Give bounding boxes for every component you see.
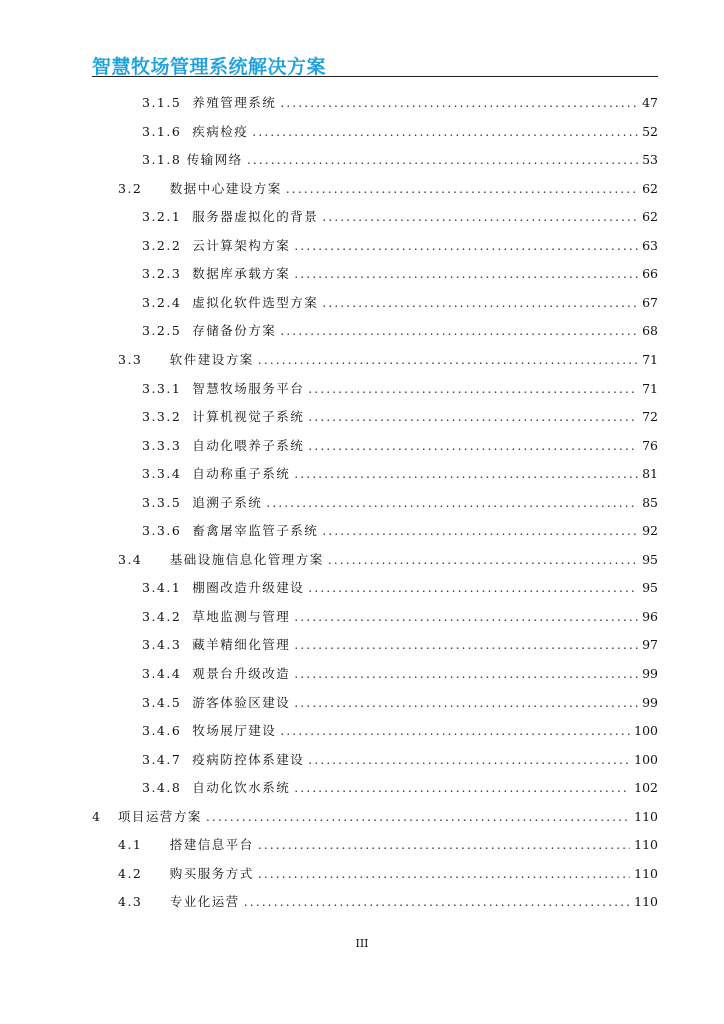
- toc-entry-number: 3.3.6: [142, 523, 182, 539]
- toc-entry-page: 68: [642, 323, 658, 339]
- toc-entry[interactable]: [142, 721, 658, 741]
- toc-entry-spacer: [142, 866, 169, 881]
- toc-entry[interactable]: [142, 93, 658, 113]
- toc-entry[interactable]: [118, 550, 658, 570]
- toc-dot-leader: [266, 495, 638, 510]
- toc-entry-page: 95: [642, 580, 658, 596]
- toc-entry-spacer: [181, 381, 192, 396]
- toc-dot-leader: [280, 723, 630, 738]
- toc-entry-title: 存储备份方案: [192, 323, 277, 339]
- toc-entry-page: 97: [642, 637, 658, 653]
- toc-entry-page: 85: [642, 494, 658, 510]
- toc-entry-title: 软件建设方案: [169, 351, 254, 367]
- toc-entry[interactable]: [142, 664, 658, 684]
- toc-entry-spacer: [181, 238, 192, 253]
- toc-entry-spacer: [181, 295, 192, 310]
- toc-entry-page: 92: [642, 523, 658, 539]
- toc-dot-leader: [206, 809, 630, 824]
- toc-entry-number: 3.3.1: [142, 380, 182, 396]
- footer-page-number: III: [355, 937, 369, 950]
- toc-entry-spacer: [181, 495, 192, 510]
- toc-entry-spacer: [142, 894, 169, 909]
- toc-entry[interactable]: [142, 578, 658, 598]
- toc-dot-leader: [294, 266, 638, 281]
- toc-entry-spacer: [142, 552, 169, 567]
- toc-entry-page: 110: [634, 865, 658, 881]
- toc-entry-title: 自动称重子系统: [192, 466, 291, 482]
- toc-entry-title: 观景台升级改造: [192, 666, 291, 681]
- toc-entry-page: 110: [634, 837, 658, 853]
- toc-dot-leader: [328, 552, 638, 567]
- toc-entry-title: 自动化饮水系统: [192, 780, 291, 796]
- toc-entry-title: 棚圈改造升级建设: [192, 580, 305, 596]
- toc-entry[interactable]: [142, 407, 658, 427]
- toc-entry-page: 72: [642, 409, 658, 425]
- toc-entry[interactable]: [118, 835, 658, 855]
- toc-entry-number: 3.1.5: [142, 95, 182, 110]
- toc-entry-spacer: [181, 124, 192, 139]
- toc-entry-spacer: [181, 752, 192, 767]
- toc-entry-spacer: [181, 780, 192, 795]
- toc-entry-number: 4.3: [118, 894, 143, 910]
- toc-entry-page: 47: [642, 95, 658, 110]
- toc-entry-number: 3.2.3: [142, 266, 182, 282]
- toc-entry-title: 数据库承载方案: [192, 266, 291, 282]
- toc-entry[interactable]: [142, 464, 658, 484]
- toc-entry-spacer: [181, 266, 192, 281]
- toc-entry-spacer: [181, 637, 192, 652]
- toc-entry-number: 3.2: [118, 180, 143, 196]
- toc-entry-number: 4.1: [118, 837, 143, 853]
- toc-entry-number: 3.4.4: [142, 666, 182, 681]
- toc-entry-title: 藏羊精细化管理: [192, 637, 291, 653]
- toc-entry-number: 3.4.3: [142, 637, 182, 653]
- toc-entry[interactable]: [118, 892, 658, 912]
- toc-entry-title: 自动化喂养子系统: [192, 437, 305, 453]
- toc-entry[interactable]: [142, 207, 658, 227]
- toc-entry-number: 3.4.6: [142, 723, 182, 739]
- toc-entry-number: 3.4.8: [142, 780, 182, 796]
- document-header-title: 智慧牧场管理系统解决方案: [92, 56, 327, 78]
- toc-entry-title: 虚拟化软件选型方案: [192, 294, 319, 310]
- toc-entry-page: 99: [642, 694, 658, 710]
- toc-entry[interactable]: [118, 179, 658, 199]
- toc-entry-spacer: [142, 837, 169, 852]
- toc-entry[interactable]: [142, 607, 658, 627]
- toc-entry-page: 96: [642, 608, 658, 624]
- toc-entry[interactable]: [118, 864, 658, 884]
- toc-dot-leader: [308, 580, 638, 595]
- toc-entry-spacer: [181, 438, 192, 453]
- toc-entry-page: 63: [642, 237, 658, 253]
- toc-entry-title: 云计算架构方案: [192, 237, 291, 253]
- toc-entry-page: 62: [642, 209, 658, 225]
- toc-entry-page: 81: [642, 466, 658, 482]
- toc-dot-leader: [308, 381, 638, 396]
- toc-entry-page: 67: [642, 294, 658, 310]
- toc-dot-leader: [286, 181, 638, 196]
- toc-entry-number: 3.3.4: [142, 466, 182, 482]
- toc-entry[interactable]: [142, 635, 658, 655]
- toc-dot-leader: [308, 438, 638, 453]
- toc-entry-page: 52: [642, 123, 658, 139]
- toc-entry-page: 102: [634, 780, 658, 796]
- toc-entry[interactable]: [142, 122, 658, 142]
- toc-entry-spacer: [181, 609, 192, 624]
- toc-entry-title: 游客体验区建设: [192, 694, 291, 710]
- toc-entry[interactable]: [142, 379, 658, 399]
- toc-entry-page: 100: [634, 723, 658, 739]
- toc-entry-page: 95: [642, 551, 658, 567]
- toc-dot-leader: [294, 466, 638, 481]
- toc-entry-number: 4: [92, 808, 102, 824]
- toc-entry-title: 疾病检疫: [192, 123, 249, 139]
- toc-entry[interactable]: [142, 778, 658, 798]
- toc-entry[interactable]: [142, 150, 658, 170]
- toc-entry-title: 牧场展厅建设: [192, 723, 277, 739]
- toc-dot-leader: [258, 866, 630, 881]
- toc-entry-title: 追溯子系统: [192, 494, 263, 510]
- toc-entry-spacer: [181, 723, 192, 738]
- toc-entry-page: 100: [634, 751, 658, 767]
- toc-dot-leader: [322, 523, 638, 538]
- toc-entry-spacer: [101, 809, 117, 824]
- toc-dot-leader: [258, 837, 630, 852]
- toc-entry-page: 62: [642, 180, 658, 196]
- toc-entry-number: 3.4.2: [142, 608, 182, 624]
- toc-entry-title: 养殖管理系统: [192, 95, 277, 110]
- toc-dot-leader: [294, 637, 638, 652]
- toc-entry-number: 3.3.3: [142, 437, 182, 453]
- toc-entry-spacer: [181, 666, 192, 681]
- toc-entry-spacer: [181, 523, 192, 538]
- toc-entry-page: 71: [642, 351, 658, 367]
- toc-entry-number: 3.1.6: [142, 123, 182, 139]
- toc-entry-number: 3.3: [118, 351, 143, 367]
- toc-entry-page: 110: [634, 894, 658, 910]
- toc-entry-page: 99: [642, 666, 658, 681]
- toc-entry-title: 专业化运营: [169, 894, 240, 910]
- toc-entry-title: 传输网络: [186, 152, 243, 168]
- toc-dot-leader: [280, 323, 638, 338]
- toc-entry-page: 66: [642, 266, 658, 282]
- toc-dot-leader: [308, 752, 630, 767]
- toc-entry[interactable]: [142, 493, 658, 513]
- toc-entry-spacer: [181, 95, 192, 110]
- toc-entry-spacer: [181, 209, 192, 224]
- toc-entry-number: 3.4.7: [142, 751, 182, 767]
- toc-entry-number: 3.2.2: [142, 237, 182, 253]
- toc-entry[interactable]: [142, 321, 658, 341]
- toc-dot-leader: [294, 780, 630, 795]
- toc-entry[interactable]: [142, 236, 658, 256]
- toc-entry[interactable]: [142, 293, 658, 313]
- toc-entry-spacer: [142, 352, 169, 367]
- toc-dot-leader: [244, 894, 630, 909]
- toc-entry-title: 数据中心建设方案: [169, 180, 282, 196]
- toc-entry-title: 计算机视觉子系统: [192, 409, 305, 425]
- toc-entry-title: 基础设施信息化管理方案: [169, 551, 324, 567]
- toc-entry[interactable]: [92, 807, 658, 827]
- toc-dot-leader: [322, 295, 638, 310]
- toc-entry-spacer: [181, 323, 192, 338]
- toc-entry-title: 购买服务方式: [169, 865, 254, 881]
- toc-entry[interactable]: [142, 436, 658, 456]
- toc-entry-title: 草地监测与管理: [192, 608, 291, 624]
- toc-entry-title: 搭建信息平台: [169, 837, 254, 853]
- toc-entry-number: 3.3.5: [142, 494, 182, 510]
- toc-entry[interactable]: [118, 350, 658, 370]
- toc-dot-leader: [252, 124, 638, 139]
- toc-entry-number: 3.2.4: [142, 294, 182, 310]
- toc-entry-title: 服务器虚拟化的背景: [192, 209, 319, 225]
- toc-dot-leader: [294, 695, 638, 710]
- toc-dot-leader: [258, 352, 638, 367]
- toc-entry-spacer: [181, 409, 192, 424]
- toc-entry-page: 53: [642, 152, 658, 168]
- toc-entry-spacer: [142, 181, 169, 196]
- toc-entry[interactable]: [142, 521, 658, 541]
- toc-entry[interactable]: [142, 264, 658, 284]
- toc-dot-leader: [294, 609, 638, 624]
- toc-dot-leader: [294, 238, 638, 253]
- toc-entry-page: 110: [634, 808, 658, 824]
- toc-dot-leader: [308, 409, 638, 424]
- toc-entry-number: 3.4: [118, 551, 143, 567]
- toc-dot-leader: [280, 95, 638, 110]
- toc-entry-title: 畜禽屠宰监管子系统: [192, 523, 319, 539]
- toc-entry-number: 3.2.5: [142, 323, 182, 339]
- toc-entry[interactable]: [142, 750, 658, 770]
- toc-entry-number: 3.4.1: [142, 580, 182, 596]
- toc-entry-title: 疫病防控体系建设: [192, 751, 305, 767]
- toc-dot-leader: [247, 152, 638, 167]
- toc-entry-spacer: [181, 695, 192, 710]
- toc-entry-number: 3.4.5: [142, 694, 182, 710]
- toc-entry[interactable]: [142, 693, 658, 713]
- toc-dot-leader: [294, 666, 638, 681]
- toc-entry-number: 4.2: [118, 865, 143, 881]
- toc-entry-title: 智慧牧场服务平台: [192, 380, 305, 396]
- toc-entry-page: 71: [642, 380, 658, 396]
- toc-entry-spacer: [181, 580, 192, 595]
- toc-dot-leader: [322, 209, 638, 224]
- toc-entry-page: 76: [642, 437, 658, 453]
- toc-entry-number: 3.3.2: [142, 409, 182, 425]
- toc-entry-spacer: [181, 466, 192, 481]
- toc-entry-number: 3.2.1: [142, 209, 182, 225]
- toc-entry-number: 3.1.8: [142, 152, 182, 168]
- toc-entry-title: 项目运营方案: [117, 808, 202, 824]
- header-divider: [92, 76, 658, 77]
